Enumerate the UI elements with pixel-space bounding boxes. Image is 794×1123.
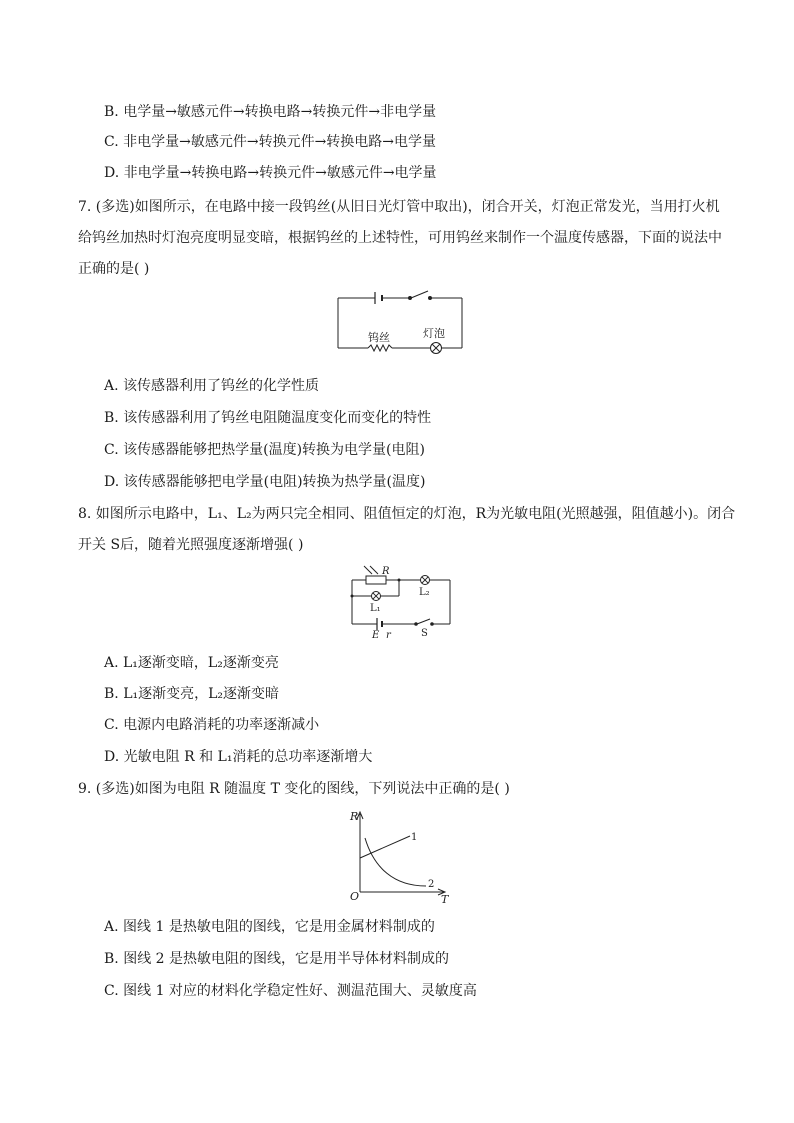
- q9-axis-t-label: T: [441, 893, 449, 904]
- q8-stem-line2: 开关 S后，随着光照强度逐渐增强( ): [78, 537, 304, 553]
- q9-option-c: C. 图线 1 对应的材料化学稳定性好、测温范围大、灵敏度高: [104, 983, 477, 999]
- q8-circuit-diagram: [344, 564, 456, 640]
- q8-option-b: B. L₁逐渐变亮，L₂逐渐变暗: [104, 686, 280, 702]
- q6-option-d: D. 非电学量→转换电路→转换元件→敏感元件→电学量: [104, 165, 437, 181]
- q8-option-c: C. 电源内电路消耗的功率逐渐减小: [104, 717, 320, 733]
- q9-curve1-label: 1: [411, 832, 418, 843]
- q9-stem-line1: 9. (多选)如图为电阻 R 随温度 T 变化的图线，下列说法中正确的是( ): [78, 781, 510, 797]
- q8-option-d: D. 光敏电阻 R 和 L₁消耗的总功率逐渐增大: [104, 749, 373, 765]
- q8-fig-e-label: E: [372, 630, 380, 640]
- q8-option-a: A. L₁逐渐变暗，L₂逐渐变亮: [104, 655, 279, 671]
- q7-bulb-label: 灯泡: [423, 327, 445, 340]
- q7-option-d: D. 该传感器能够把电学量(电阻)转换为热学量(温度): [104, 474, 426, 490]
- q7-wire-label: 钨丝: [368, 331, 390, 344]
- q8-fig-s-label: S: [421, 628, 428, 639]
- q9-rt-graph: [344, 808, 454, 904]
- q9-option-a: A. 图线 1 是热敏电阻的图线，它是用金属材料制成的: [104, 919, 435, 935]
- q9-axis-r-label: R: [350, 810, 359, 823]
- q6-option-c: C. 非电学量→敏感元件→转换元件→转换电路→电学量: [104, 134, 437, 150]
- q9-curve2-label: 2: [428, 879, 435, 890]
- q8-stem-line1: 8. 如图所示电路中，L₁、L₂为两只完全相同、阻值恒定的灯泡，R为光敏电阻(光照越强，阻值越小)。闭合: [78, 506, 736, 522]
- q7-stem-line3: 正确的是( ): [78, 261, 150, 277]
- q7-circuit-diagram: [330, 290, 470, 356]
- q7-stem-line1: 7. (多选)如图所示，在电路中接一段钨丝(从旧日光灯管中取出)，闭合开关，灯泡正常发光，当用打火机: [78, 199, 720, 215]
- q7-option-c: C. 该传感器能够把热学量(温度)转换为电学量(电阻): [104, 442, 425, 458]
- q7-stem-line2: 给钨丝加热时灯泡亮度明显变暗，根据钨丝的上述特性，可用钨丝来制作一个温度传感器，下面的说法中: [78, 230, 722, 246]
- q8-fig-l2-label: L₂: [419, 587, 430, 598]
- q8-fig-l1-label: L₁: [370, 603, 381, 614]
- q9-origin-label: O: [350, 890, 360, 903]
- q6-option-b: B. 电学量→敏感元件→转换电路→转换元件→非电学量: [104, 104, 437, 120]
- q7-option-a: A. 该传感器利用了钨丝的化学性质: [104, 378, 320, 394]
- q8-fig-r-label: R: [382, 566, 390, 577]
- q7-option-b: B. 该传感器利用了钨丝电阻随温度变化而变化的特性: [104, 410, 432, 426]
- q9-option-b: B. 图线 2 是热敏电阻的图线，它是用半导体材料制成的: [104, 951, 449, 967]
- q8-fig-r-internal-label: r: [386, 630, 391, 640]
